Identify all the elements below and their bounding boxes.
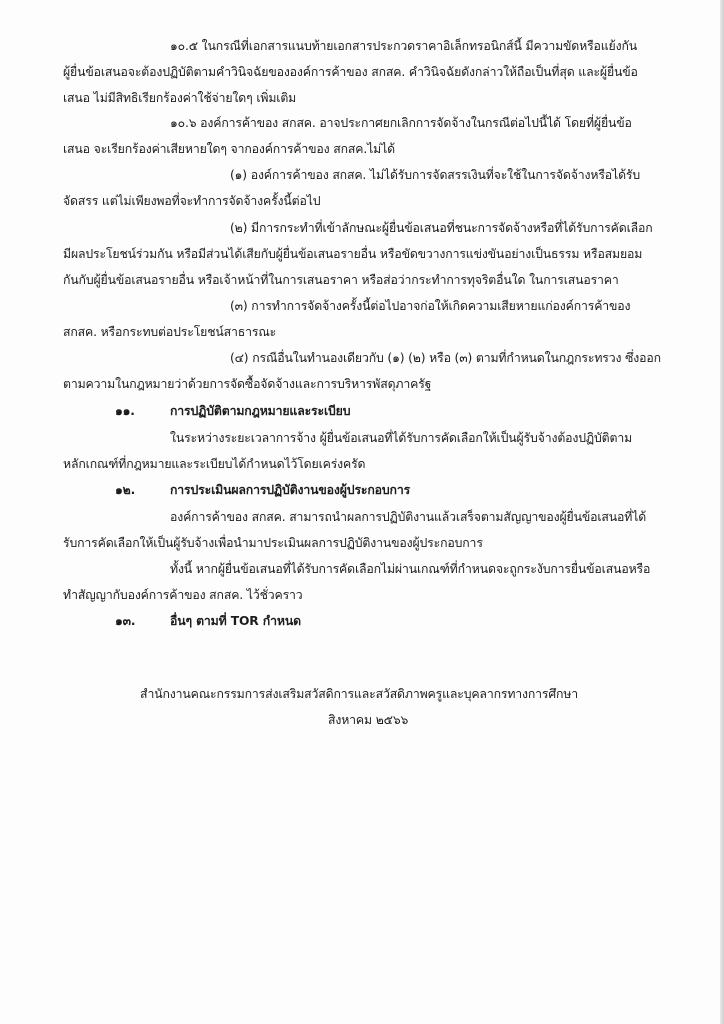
section-13-number: ๑๓.	[115, 614, 136, 628]
section-11-line-1: ในระหว่างระยะเวลาการจ้าง ผู้ยื่นข้อเสนอที่ได้รับการคัดเลือกให้เป็นผู้รับจ้างต้องปฏิบัติตาม	[170, 431, 633, 445]
condition-1-line-2: จัดสรร แต่ไม่เพียงพอที่จะทำการจัดจ้างครั้งนี้ต่อไป	[63, 194, 321, 208]
section-12-line-4: ทำสัญญากับองค์การค้าของ สกสค. ไว้ชั่วคราว	[63, 588, 303, 602]
condition-3-line-2: สกสค. หรือกระทบต่อประโยชน์สาธารณะ	[63, 325, 277, 339]
clause-10-5-line-1: ๑๐.๕ ในกรณีที่เอกสารแนบท้ายเอกสารประกวดราคาอิเล็กทรอนิกส์นี้ มีความขัดหรือแย้งกัน	[170, 39, 638, 53]
condition-2-line-1: (๒) มีการกระทำที่เข้าลักษณะผู้ยื่นข้อเสนอที่ชนะการจัดจ้างหรือที่ได้รับการคัดเลือก	[230, 221, 653, 235]
section-12-line-1: องค์การค้าของ สกสค. สามารถนำผลการปฏิบัติงานแล้วเสร็จตามสัญญาของผู้ยื่นข้อเสนอที่ได้	[170, 510, 647, 524]
footer-organization: สำนักงานคณะกรรมการส่งเสริมสวัสดิการและสวัสดิภาพครูและบุคลากรทางการศึกษา	[140, 687, 579, 701]
footer-date: สิงหาคม ๒๕๖๖	[328, 713, 409, 727]
section-11-heading: การปฏิบัติตามกฎหมายและระเบียบ	[170, 404, 351, 418]
clause-10-5-line-2: ผู้ยื่นข้อเสนอจะต้องปฏิบัติตามคำวินิจฉัยขององค์การค้าของ สกสค. คำวินิจฉัยดังกล่าวให้ถือเป็นที่สุด และผู้ยื่นข้อ	[63, 65, 638, 79]
condition-2-line-3: กันกับผู้ยื่นข้อเสนอรายอื่น หรือเจ้าหน้าที่ในการเสนอราคา หรือส่อว่ากระทำการทุจริตอื่นใด ในการเสนอราคา	[63, 273, 619, 287]
section-12-heading: การประเมินผลการปฏิบัติงานของผู้ประกอบการ	[170, 483, 411, 497]
section-12-number: ๑๒.	[115, 483, 136, 497]
section-13-heading: อื่นๆ ตามที่ TOR กำหนด	[170, 614, 301, 628]
section-11-line-2: หลักเกณฑ์ที่กฎหมายและระเบียบได้กำหนดไว้โดยเคร่งครัด	[63, 457, 366, 471]
condition-1-line-1: (๑) องค์การค้าของ สกสค. ไม่ได้รับการจัดสรรเงินที่จะใช้ในการจัดจ้างหรือได้รับ	[230, 168, 641, 182]
clause-10-6-line-1: ๑๐.๖ องค์การค้าของ สกสค. อาจประกาศยกเลิกการจัดจ้างในกรณีต่อไปนี้ได้ โดยที่ผู้ยื่นข้อ	[170, 116, 632, 130]
section-11-number: ๑๑.	[115, 404, 135, 418]
section-12-line-2: รับการคัดเลือกให้เป็นผู้รับจ้างเพื่อนำมาประเมินผลการปฏิบัติงานของผู้ประกอบการ	[63, 536, 483, 550]
section-12-line-3: ทั้งนี้ หากผู้ยื่นข้อเสนอที่ได้รับการคัดเลือกไม่ผ่านเกณฑ์ที่กำหนดจะถูกระงับการยื่นข้อเสนอหรือ	[170, 562, 651, 576]
scan-edge-shadow	[720, 0, 724, 1024]
condition-4-line-2: ตามความในกฎหมายว่าด้วยการจัดซื้อจัดจ้างและการบริหารพัสดุภาครัฐ	[63, 377, 432, 391]
condition-2-line-2: มีผลประโยชน์ร่วมกัน หรือมีส่วนได้เสียกับผู้ยื่นข้อเสนอรายอื่น หรือขัดขวางการแข่งขันอย่างเป็นธรรม หรือสมยอม	[63, 247, 643, 261]
clause-10-5-line-3: เสนอ ไม่มีสิทธิเรียกร้องค่าใช้จ่ายใดๆ เพิ่มเติม	[63, 91, 297, 105]
condition-4-line-1: (๔) กรณีอื่นในทำนองเดียวกับ (๑) (๒) หรือ (๓) ตามที่กำหนดในกฎกระทรวง ซึ่งออก	[230, 351, 661, 365]
condition-3-line-1: (๓) การทำการจัดจ้างครั้งนี้ต่อไปอาจก่อให้เกิดความเสียหายแก่องค์การค้าของ	[230, 299, 631, 313]
clause-10-6-line-2: เสนอ จะเรียกร้องค่าเสียหายใดๆ จากองค์การค้าของ สกสค.ไม่ได้	[63, 142, 395, 156]
